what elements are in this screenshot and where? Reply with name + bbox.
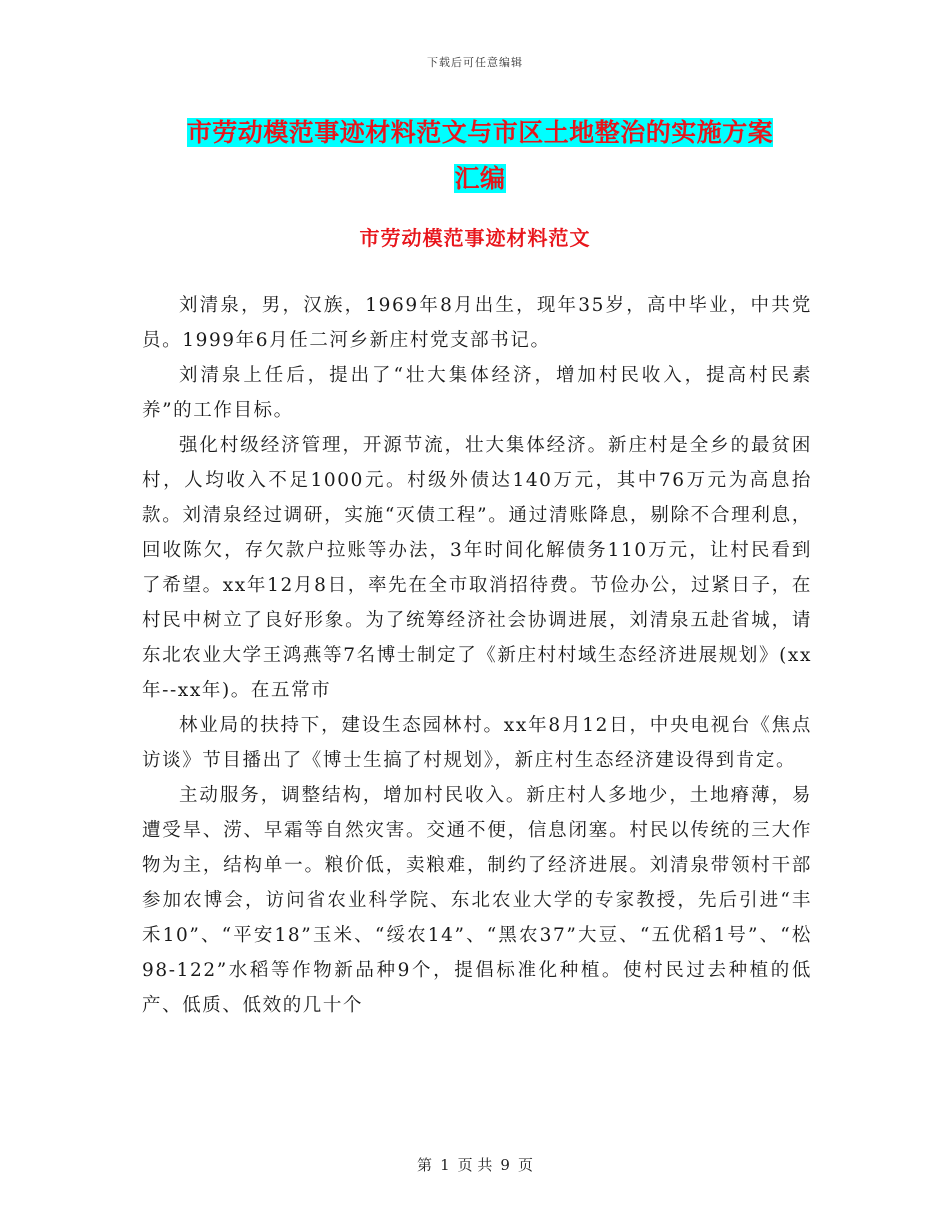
footer-total-pages: 9 (500, 1156, 510, 1174)
document-body (142, 288, 812, 1023)
document-title (140, 110, 820, 202)
document-title-line2: 汇编 (454, 164, 506, 193)
paragraph: 林业局的扶持下，建设生态园林村。xx年8月12日，中央电视台《焦点访谈》节目播出了《博士生搞了村规划》，新庄村生态经济建设得到肯定。 (142, 715, 812, 771)
paragraph: 主动服务，调整结构，增加村民收入。新庄村人多地少，土地瘠薄，易遭受旱、涝、早霜等自然灾害。交通不便，信息闭塞。村民以传统的三大作物为主，结构单一。粮价低，卖粮难，制约了经济进展。刘清泉带领村干部参加农博会，访问省农业科学院、东北农业大学的专家教授，先后引进“丰禾10”、“平安18”玉米、“绥农14”、“黑农37”大豆、“五优稻1号”、“松98-122”水稻等作物新品种9个，提倡标准化种植。使村民过去种植的低产、低质、低效的几十个 (142, 785, 812, 1016)
header-note: 下载后可任意编辑 (427, 56, 523, 69)
paragraph: 刘清泉，男，汉族，1969年8月出生，现年35岁，高中毕业，中共党员。1999年6月任二河乡新庄村党支部书记。 (142, 295, 812, 351)
page-footer (0, 1154, 950, 1175)
footer-suffix: 页 (517, 1156, 533, 1174)
footer-prefix: 第 (417, 1156, 433, 1174)
document-title-line1: 市劳动模范事迹材料范文与市区土地整治的实施方案 (186, 118, 774, 147)
paragraph: 强化村级经济管理，开源节流，壮大集体经济。新庄村是全乡的最贫困村，人均收入不足1000元。村级外债达140万元，其中76万元为高息抬款。刘清泉经过调研，实施“灭债工程”。通过清账降息，剔除不合理利息，回收陈欠，存欠款户拉账等办法，3年时间化解债务110万元，让村民看到了希望。xx年12月8日，率先在全市取消招待费。节俭办公，过紧日子，在村民中树立了良好形象。为了统筹经济社会协调进展，刘清泉五赴省城，请东北农业大学王鸿燕等7名博士制定了《新庄村村域生态经济进展规划》(xx年--xx年)。在五常市 (142, 435, 812, 701)
footer-current-page: 1 (440, 1156, 450, 1174)
paragraph: 刘清泉上任后，提出了“壮大集体经济，增加村民收入，提高村民素养”的工作目标。 (142, 365, 812, 421)
section-title: 市劳动模范事迹材料范文 (359, 226, 591, 250)
footer-middle: 页 共 (457, 1156, 493, 1174)
